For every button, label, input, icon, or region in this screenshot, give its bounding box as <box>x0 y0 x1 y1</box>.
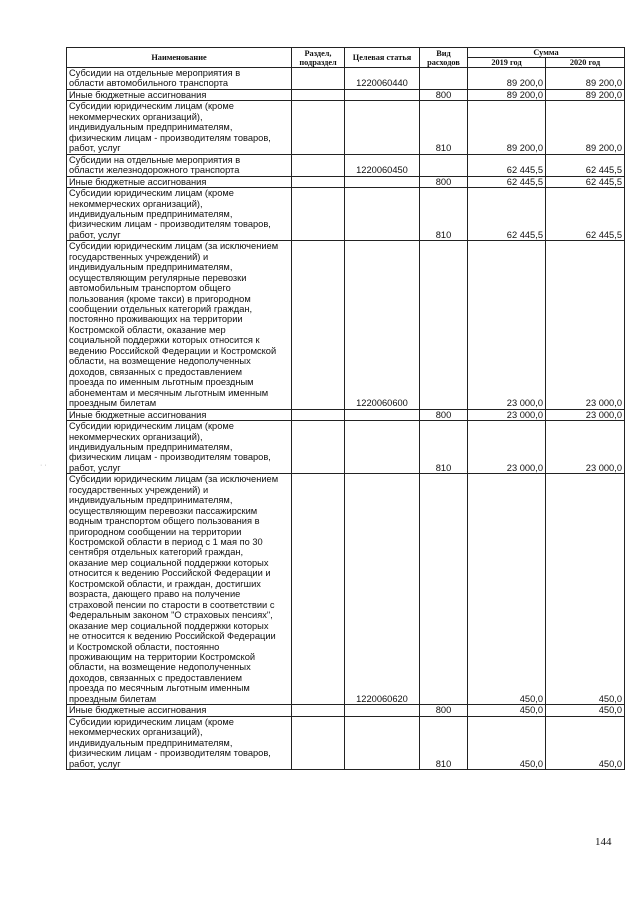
row-name-cell: Субсидии юридическим лицам (за исключением государственных учреждений) и индивидуальным предпринимателям, осуществляющим перевозки пассажирским водным транспортом общего пользования в пригородном сообщении на территории Костромской области в период с 1 мая по 30 сентября отдельных категорий граждан, оказание мер социальной поддержки которых относится к ведению Российской Федерации и Костромской области, и граждан, достигших возраста, дающего право на получение страховой пенсии по старости в соответствии с Федеральным законом "О страховых пенсиях", оказание мер социальной поддержки которых не относится к ведению Российской Федерации и Костромской области, постоянно проживающим на территории Костромской области, на возмещение недополученных доходов, связанных с предоставлением проезда по месячным льготным именным проездным билетам <box>67 474 292 705</box>
row-vid-cell: 800 <box>420 705 468 716</box>
header-razdel: Раздел, подраздел <box>292 48 345 68</box>
row-celevaya-cell <box>345 409 420 420</box>
header-name: Наименование <box>67 48 292 68</box>
budget-table <box>66 47 625 770</box>
table-row <box>67 89 625 100</box>
row-2019-cell: 23 000,0 <box>468 409 546 420</box>
row-celevaya-cell <box>345 705 420 716</box>
row-2019-cell: 62 445,5 <box>468 154 546 176</box>
row-celevaya-cell: 1220060440 <box>345 68 420 90</box>
row-name-cell: Иные бюджетные ассигнования <box>67 89 292 100</box>
row-name-cell: Субсидии юридическим лицам (за исключением государственных учреждений) и индивидуальным предпринимателям, осуществляющим регулярные перевозки автомобильным транспортом общего пользования (кроме такси) в пригородном сообщении отдельных категорий граждан, постоянно проживающих на территории Костромской области, оказание мер социальной поддержки которых относится к ведению Российской Федерации и Костромской области, на возмещение недополученных доходов, связанных с предоставлением проезда по именным льготным проездным абонементам и месячным льготным именным проездным билетам <box>67 241 292 409</box>
row-2020-cell: 89 200,0 <box>546 101 625 154</box>
row-2020-cell: 450,0 <box>546 716 625 769</box>
row-2020-cell: 89 200,0 <box>546 89 625 100</box>
row-name-cell: Субсидии юридическим лицам (кроме некоммерческих организаций), индивидуальным предпринимателям, физическим лицам - производителям товаров, работ, услуг <box>67 421 292 474</box>
row-celevaya-cell: 1220060450 <box>345 154 420 176</box>
row-vid-cell <box>420 68 468 90</box>
row-name-cell: Субсидии юридическим лицам (кроме некоммерческих организаций), индивидуальным предпринимателям, физическим лицам - производителям товаров, работ, услуг <box>67 716 292 769</box>
row-name-cell: Субсидии на отдельные мероприятия в области автомобильного транспорта <box>67 68 292 90</box>
row-2020-cell: 23 000,0 <box>546 241 625 409</box>
row-razdel-cell <box>292 68 345 90</box>
row-vid-cell: 810 <box>420 101 468 154</box>
table-row <box>67 188 625 241</box>
row-celevaya-cell <box>345 188 420 241</box>
row-vid-cell: 800 <box>420 89 468 100</box>
row-celevaya-cell: 1220060620 <box>345 474 420 705</box>
table-row <box>67 421 625 474</box>
row-vid-cell <box>420 474 468 705</box>
row-name-cell: Иные бюджетные ассигнования <box>67 176 292 187</box>
row-razdel-cell <box>292 241 345 409</box>
table-row <box>67 409 625 420</box>
table-header <box>67 48 625 68</box>
row-2020-cell: 62 445,5 <box>546 154 625 176</box>
row-2020-cell: 23 000,0 <box>546 421 625 474</box>
row-razdel-cell <box>292 421 345 474</box>
row-celevaya-cell <box>345 89 420 100</box>
row-razdel-cell <box>292 705 345 716</box>
header-2020: 2020 год <box>546 58 625 68</box>
row-2019-cell: 450,0 <box>468 716 546 769</box>
row-2019-cell: 89 200,0 <box>468 89 546 100</box>
table-row <box>67 716 625 769</box>
row-2019-cell: 89 200,0 <box>468 68 546 90</box>
row-celevaya-cell <box>345 176 420 187</box>
table-row <box>67 474 625 705</box>
row-razdel-cell <box>292 716 345 769</box>
row-2020-cell: 450,0 <box>546 705 625 716</box>
row-2020-cell: 62 445,5 <box>546 176 625 187</box>
row-celevaya-cell <box>345 101 420 154</box>
row-2020-cell: 450,0 <box>546 474 625 705</box>
row-razdel-cell <box>292 101 345 154</box>
row-vid-cell <box>420 241 468 409</box>
row-vid-cell: 800 <box>420 409 468 420</box>
table-row <box>67 176 625 187</box>
row-2019-cell: 23 000,0 <box>468 421 546 474</box>
scan-speck: · · <box>40 462 47 469</box>
header-vid: Вид расходов <box>420 48 468 68</box>
row-2019-cell: 450,0 <box>468 474 546 705</box>
row-razdel-cell <box>292 474 345 705</box>
table-row <box>67 154 625 176</box>
row-2019-cell: 23 000,0 <box>468 241 546 409</box>
row-name-cell: Субсидии юридическим лицам (кроме некоммерческих организаций), индивидуальным предпринимателям, физическим лицам - производителям товаров, работ, услуг <box>67 188 292 241</box>
header-celevaya: Целевая статья <box>345 48 420 68</box>
row-2020-cell: 62 445,5 <box>546 188 625 241</box>
row-vid-cell: 800 <box>420 176 468 187</box>
row-razdel-cell <box>292 154 345 176</box>
row-2019-cell: 89 200,0 <box>468 101 546 154</box>
header-2019: 2019 год <box>468 58 546 68</box>
row-name-cell: Иные бюджетные ассигнования <box>67 409 292 420</box>
row-vid-cell: 810 <box>420 716 468 769</box>
header-summa: Сумма <box>468 48 625 58</box>
row-2019-cell: 62 445,5 <box>468 176 546 187</box>
row-2020-cell: 23 000,0 <box>546 409 625 420</box>
row-2019-cell: 62 445,5 <box>468 188 546 241</box>
table-row <box>67 705 625 716</box>
row-razdel-cell <box>292 176 345 187</box>
row-name-cell: Иные бюджетные ассигнования <box>67 705 292 716</box>
row-razdel-cell <box>292 409 345 420</box>
row-2019-cell: 450,0 <box>468 705 546 716</box>
row-name-cell: Субсидии на отдельные мероприятия в области железнодорожного транспорта <box>67 154 292 176</box>
row-name-cell: Субсидии юридическим лицам (кроме некоммерческих организаций), индивидуальным предпринимателям, физическим лицам - производителям товаров, работ, услуг <box>67 101 292 154</box>
row-vid-cell: 810 <box>420 421 468 474</box>
table-row <box>67 68 625 90</box>
row-vid-cell: 810 <box>420 188 468 241</box>
row-razdel-cell <box>292 89 345 100</box>
row-2020-cell: 89 200,0 <box>546 68 625 90</box>
page-number: 144 <box>595 836 612 848</box>
table-row <box>67 101 625 154</box>
table-row <box>67 241 625 409</box>
row-celevaya-cell <box>345 421 420 474</box>
row-vid-cell <box>420 154 468 176</box>
row-celevaya-cell <box>345 716 420 769</box>
row-celevaya-cell: 1220060600 <box>345 241 420 409</box>
table-body <box>67 68 625 770</box>
row-razdel-cell <box>292 188 345 241</box>
